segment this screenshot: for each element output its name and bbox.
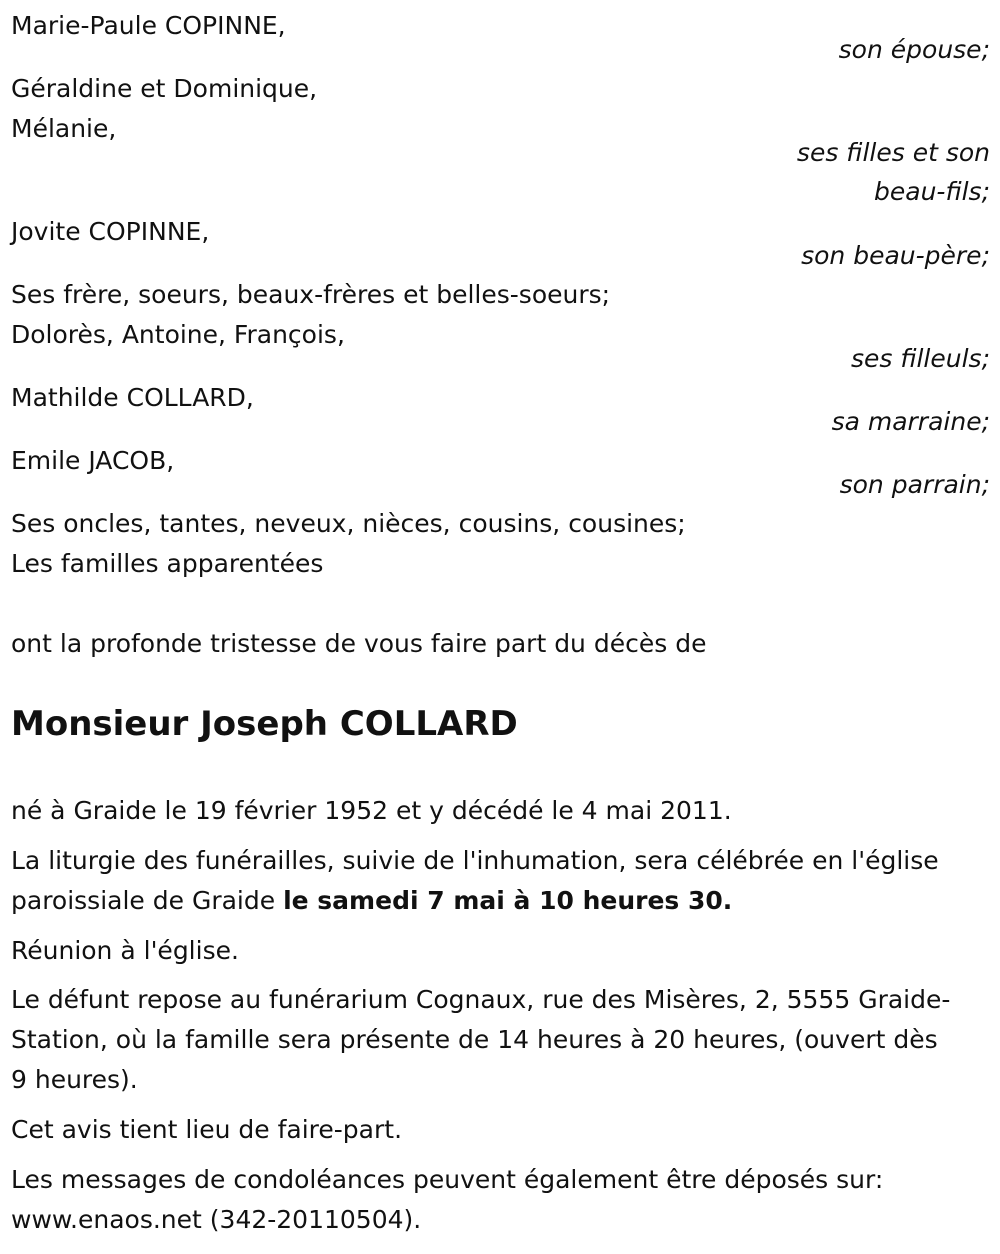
- family-name-melanie: Mélanie,: [11, 114, 117, 143]
- role-godfather: son parrain;: [839, 470, 990, 499]
- rest-paragraph: Le défunt repose au funérarium Cognaux, rue des Misères, 2, 5555 Graide-Station, où la famille sera présente de 14 heures à 20 heures, (ouvert dès 9 heures).: [11, 985, 951, 1094]
- notice-text: Cet avis tient lieu de faire-part.: [11, 1115, 403, 1144]
- funeral-text: La liturgie des funérailles, suivie de l'inhumation, sera célébrée en l'église paroissiale de Graide: [11, 846, 939, 915]
- family-name-siblings: Ses frère, soeurs, beaux-frères et belles-soeurs;: [11, 280, 611, 309]
- role-daughters-line1: ses filles et son: [796, 138, 990, 167]
- family-name-daughters: Géraldine et Dominique,: [11, 74, 318, 103]
- meeting-text: Réunion à l'église.: [11, 936, 239, 965]
- family-name-relatives: Ses oncles, tantes, neveux, nièces, cousins, cousines;: [11, 509, 686, 538]
- family-name-godmother: Mathilde COLLARD,: [11, 383, 254, 412]
- role-father-in-law: son beau-père;: [801, 241, 990, 270]
- family-name-godfather: Emile JACOB,: [11, 446, 175, 475]
- funeral-when: le samedi 7 mai à 10 heures 30.: [283, 886, 733, 915]
- role-spouse: son épouse;: [838, 35, 990, 64]
- funeral-paragraph: [11, 841, 991, 921]
- role-godchildren: ses filleuls;: [850, 344, 990, 373]
- role-godmother: sa marraine;: [831, 407, 990, 436]
- family-name-godchildren: Dolorès, Antoine, François,: [11, 320, 345, 349]
- announcement-text: ont la profonde tristesse de vous faire part du décès de: [11, 629, 707, 658]
- family-name-families: Les familles apparentées: [11, 549, 324, 578]
- family-name-spouse: Marie-Paule COPINNE,: [11, 11, 286, 40]
- family-name-father-in-law: Jovite COPINNE,: [11, 217, 210, 246]
- birth-death-text: né à Graide le 19 février 1952 et y décédé le 4 mai 2011.: [11, 796, 732, 825]
- deceased-name: Monsieur Joseph COLLARD: [11, 704, 518, 744]
- condolences-paragraph: Les messages de condoléances peuvent également être déposés sur: www.enaos.net (342-20110504).: [11, 1165, 884, 1234]
- role-daughters-line2: beau-fils;: [874, 177, 990, 206]
